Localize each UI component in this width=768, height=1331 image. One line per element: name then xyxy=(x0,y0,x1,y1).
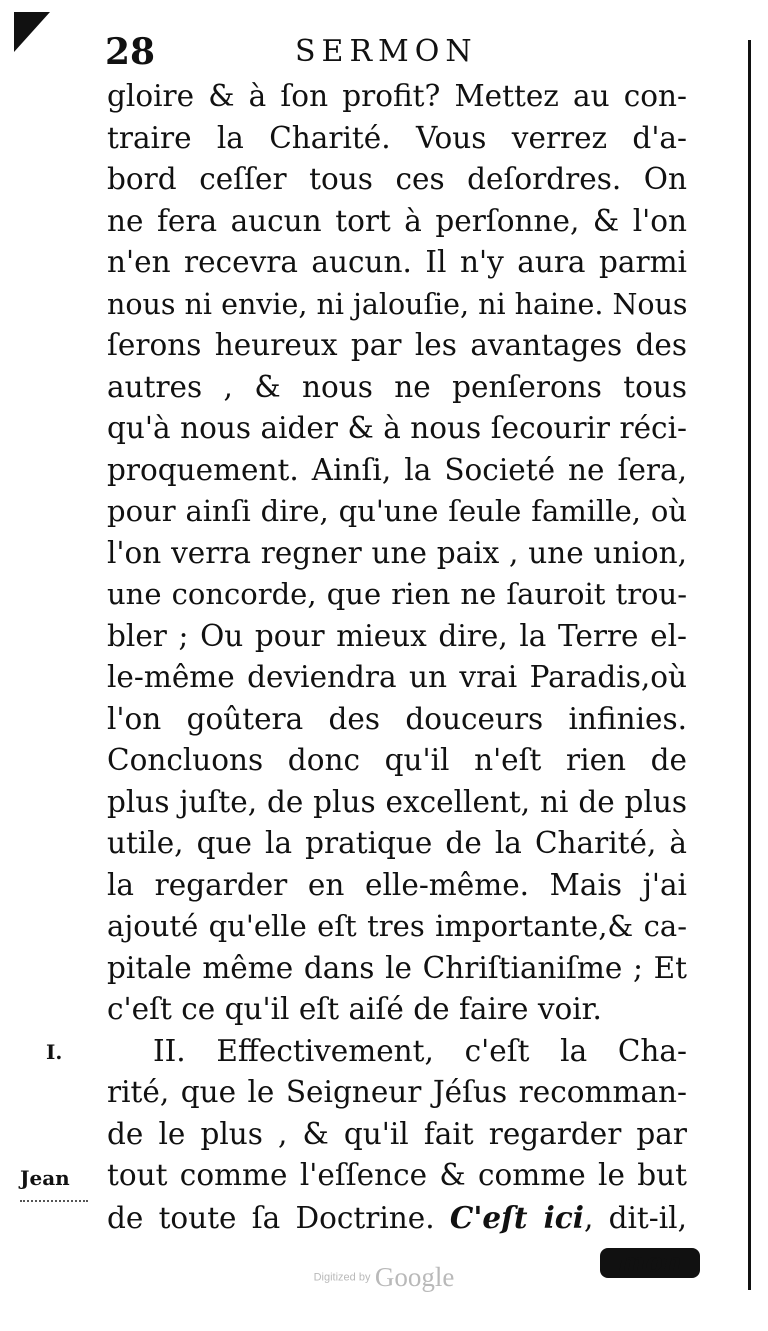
text-line: l'on verra regner une paix , une union, xyxy=(107,535,687,570)
text-line: utile, que la pratique de la Charité, à xyxy=(107,826,687,860)
text-line: proquement. Ainſi, la Societé ne ſera, xyxy=(107,452,687,487)
final-line-italic: C'eſt ici xyxy=(449,1199,584,1235)
corner-ink-mark xyxy=(14,12,50,52)
text-line: qu'à nous aider & à nous ſecourir réci- xyxy=(107,411,687,445)
body-text xyxy=(107,76,687,1238)
margin-citation: Jean xyxy=(20,1166,70,1190)
catchword: mon xyxy=(600,1248,700,1278)
page-header xyxy=(105,30,705,74)
final-line-tail: , dit-il, xyxy=(583,1200,687,1235)
final-line-plain: de toute ſa Doctrine. xyxy=(107,1200,435,1235)
margin-section-marker: I. xyxy=(46,1040,63,1064)
text-line: la regarder en elle-même. Mais j'ai xyxy=(107,867,687,902)
text-line: n'en recevra aucun. Il n'y aura parmi xyxy=(107,245,687,279)
page-number: 28 xyxy=(105,31,156,73)
text-line: pitale même dans le Chriſtianiſme ; Et xyxy=(107,950,687,985)
text-line: traire la Charité. Vous verrez d'a- xyxy=(107,120,687,155)
text-line: ajouté qu'elle eſt tres importante,& ca- xyxy=(107,909,687,943)
text-line: bord ceſſer tous ces deſordres. On xyxy=(107,162,687,196)
text-line: Concluons donc qu'il n'eſt rien de xyxy=(107,743,687,777)
text-line: ne fera aucun tort à perſonne, & l'on xyxy=(107,203,687,238)
text-line: tout comme l'eſſence & comme le but xyxy=(107,1158,687,1192)
watermark-logo-text: Google xyxy=(374,1262,455,1292)
watermark-small-text: Digitized by xyxy=(313,1271,371,1284)
text-line: nous ni envie, ni jalouſie, ni haine. Nous xyxy=(107,287,688,321)
text-line: le-même deviendra un vrai Paradis,où xyxy=(107,660,687,694)
text-line: l'on goûtera des douceurs infinies. xyxy=(107,701,687,736)
text-line: autres , & nous ne penſerons tous xyxy=(107,369,687,404)
paragraph-start-line: II. Effectivement, c'eſt la Cha- xyxy=(153,1033,687,1068)
running-title: SERMON xyxy=(295,34,478,69)
text-line: bler ; Ou pour mieux dire, la Terre el- xyxy=(107,618,687,653)
text-line: une concorde, que rien ne ſauroit trou- xyxy=(107,577,687,611)
text-line: c'eſt ce qu'il eſt aiſé de faire voir. xyxy=(107,992,602,1026)
text-line: de le plus , & qu'il fait regarder par xyxy=(107,1116,687,1151)
digitization-watermark xyxy=(0,1262,768,1293)
page-edge-rule xyxy=(748,40,751,1290)
final-text-line xyxy=(107,1197,687,1239)
text-line: ſerons heureux par les avantages des xyxy=(107,328,687,362)
text-line: rité, que le Seigneur Jéſus recomman- xyxy=(107,1075,687,1109)
margin-citation-dots xyxy=(20,1200,88,1208)
text-line: gloire & à ſon profit? Mettez au con- xyxy=(107,79,687,113)
text-line: plus juſte, de plus excellent, ni de plus xyxy=(107,784,687,819)
text-line: pour ainſi dire, qu'une ſeule famille, où xyxy=(107,494,687,528)
